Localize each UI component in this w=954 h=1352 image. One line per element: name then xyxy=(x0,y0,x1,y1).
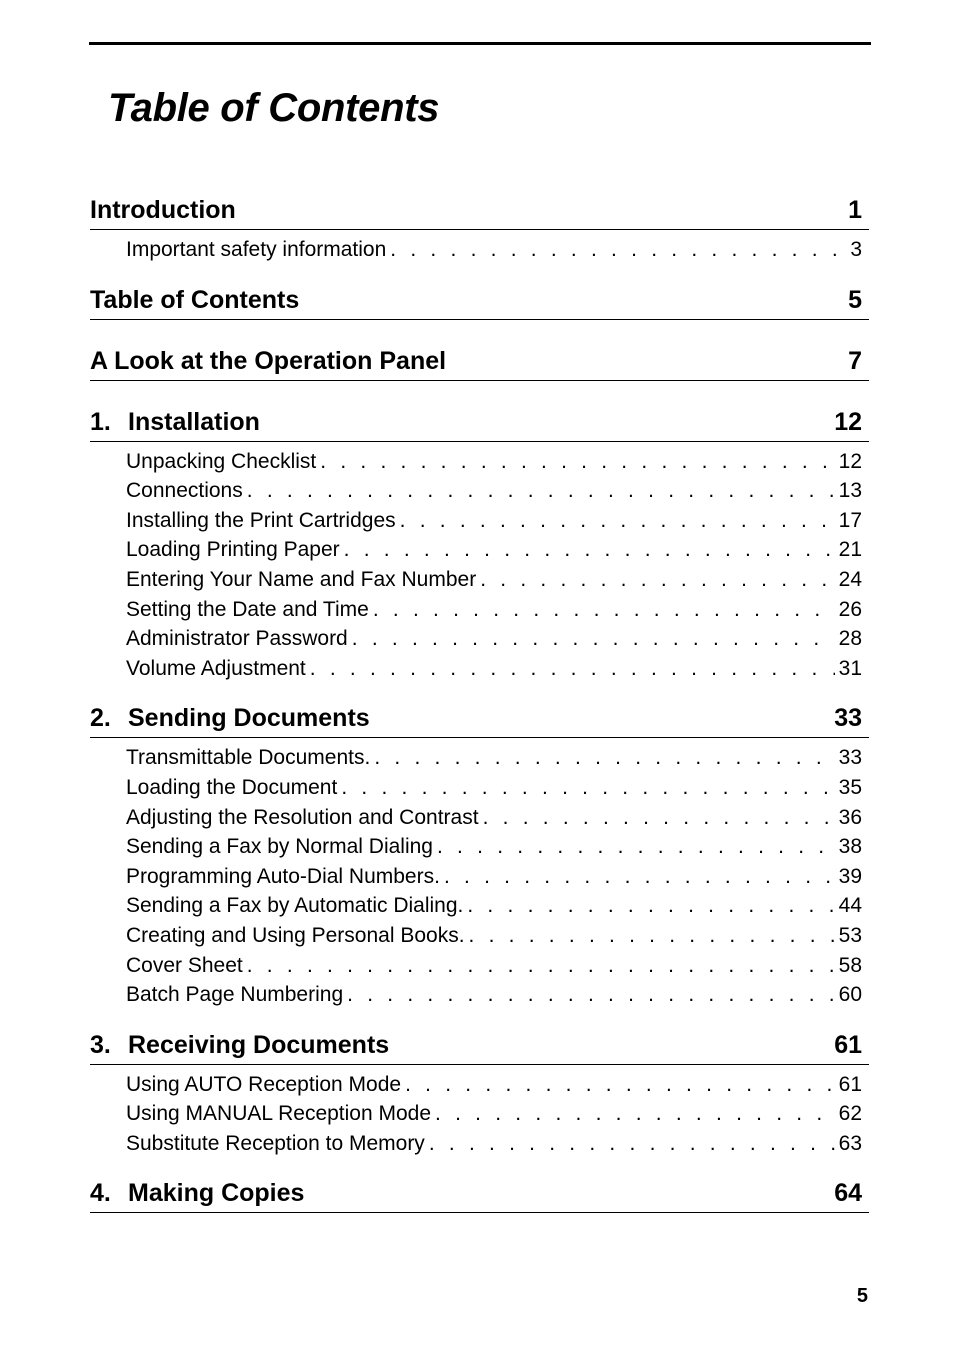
toc-section-page: 61 xyxy=(834,1030,862,1059)
dot-leader xyxy=(374,743,834,773)
table-of-contents xyxy=(90,175,869,1213)
dot-leader xyxy=(444,862,835,892)
toc-entry[interactable] xyxy=(126,743,862,773)
toc-entry-label: Important safety information xyxy=(126,238,387,261)
dot-leader xyxy=(347,980,835,1010)
toc-entry-page: 12 xyxy=(838,449,862,473)
toc-entry-label: Installing the Print Cartridges xyxy=(126,508,396,532)
toc-entry[interactable] xyxy=(126,1129,862,1159)
toc-entry-page: 44 xyxy=(838,894,862,918)
toc-entry-label: Transmittable Documents. xyxy=(126,746,371,770)
toc-entry-label: Unpacking Checklist xyxy=(126,449,317,473)
toc-entry-label: Cover Sheet xyxy=(126,953,243,977)
toc-entry[interactable] xyxy=(126,235,862,265)
toc-entry-page: 26 xyxy=(838,597,862,621)
toc-section xyxy=(90,281,869,320)
toc-section-title: Making Copies xyxy=(128,1179,305,1208)
toc-entry-label: Adjusting the Resolution and Contrast xyxy=(126,805,479,829)
toc-entry-label: Volume Adjustment xyxy=(126,656,306,680)
toc-entry[interactable] xyxy=(126,921,862,951)
toc-entry-label: Loading Printing Paper xyxy=(126,538,340,562)
toc-entry[interactable] xyxy=(126,980,862,1010)
toc-entry-page: 61 xyxy=(838,1072,862,1096)
toc-entry[interactable] xyxy=(126,565,862,595)
toc-entry-list xyxy=(90,442,869,684)
toc-section-page: 12 xyxy=(834,407,862,436)
toc-section-heading[interactable] xyxy=(90,1174,869,1213)
toc-entry-page: 3 xyxy=(850,238,862,261)
toc-section-page: 1 xyxy=(848,196,862,224)
toc-entry-label: Using MANUAL Reception Mode xyxy=(126,1102,432,1126)
dot-leader xyxy=(247,951,835,981)
dot-leader xyxy=(341,773,834,803)
toc-entry-page: 36 xyxy=(838,805,862,829)
toc-entry[interactable] xyxy=(126,862,862,892)
top-rule xyxy=(89,42,871,45)
toc-entry-label: Entering Your Name and Fax Number xyxy=(126,567,477,591)
toc-entry-label: Sending a Fax by Automatic Dialing. xyxy=(126,894,464,918)
toc-entry[interactable] xyxy=(126,624,862,654)
toc-section-heading[interactable] xyxy=(90,281,869,320)
dot-leader xyxy=(373,595,835,625)
toc-entry[interactable] xyxy=(126,832,862,862)
toc-entry-label: Connections xyxy=(126,479,243,503)
toc-entry[interactable] xyxy=(126,1099,862,1129)
toc-entry-page: 62 xyxy=(838,1102,862,1126)
toc-section xyxy=(90,699,869,1009)
toc-entry[interactable] xyxy=(126,447,862,477)
toc-section-title-group xyxy=(90,1178,304,1208)
toc-section-number: 2. xyxy=(90,704,111,733)
toc-section xyxy=(90,342,869,381)
toc-section-title-group xyxy=(90,703,370,733)
toc-section-heading[interactable] xyxy=(90,1026,869,1065)
toc-entry-page: 13 xyxy=(838,479,862,503)
toc-section-number: 4. xyxy=(90,1179,111,1208)
toc-entry-page: 58 xyxy=(838,953,862,977)
toc-entry-page: 53 xyxy=(838,923,862,947)
toc-entry-label: Using AUTO Reception Mode xyxy=(126,1072,402,1096)
toc-entry-page: 31 xyxy=(838,656,862,680)
toc-section-number: 1. xyxy=(90,407,111,436)
toc-section xyxy=(90,403,869,684)
toc-section-heading[interactable] xyxy=(90,342,869,381)
toc-section-heading[interactable] xyxy=(90,403,869,442)
dot-leader xyxy=(390,235,846,265)
dot-leader xyxy=(310,654,835,684)
toc-entry[interactable] xyxy=(126,506,862,536)
toc-entry-page: 39 xyxy=(838,864,862,888)
toc-entry-label: Sending a Fax by Normal Dialing xyxy=(126,835,433,859)
toc-section-title-group xyxy=(90,195,236,225)
toc-entry-page: 35 xyxy=(838,775,862,799)
toc-entry[interactable] xyxy=(126,951,862,981)
dot-leader xyxy=(467,891,834,921)
dot-leader xyxy=(344,535,835,565)
toc-entry-page: 28 xyxy=(838,627,862,651)
toc-entry[interactable] xyxy=(126,1070,862,1100)
toc-entry-label: Administrator Password xyxy=(126,627,348,651)
toc-entry[interactable] xyxy=(126,535,862,565)
toc-entry[interactable] xyxy=(126,476,862,506)
toc-section xyxy=(90,1026,869,1159)
dot-leader xyxy=(400,506,835,536)
toc-entry-label: Setting the Date and Time xyxy=(126,597,369,621)
toc-entry[interactable] xyxy=(126,654,862,684)
dot-leader xyxy=(437,832,835,862)
toc-entry-page: 24 xyxy=(838,567,862,591)
toc-section-heading[interactable] xyxy=(90,699,869,738)
toc-entry[interactable] xyxy=(126,891,862,921)
dot-leader xyxy=(435,1099,835,1129)
toc-section-title-group xyxy=(90,346,446,376)
toc-section-title: Receiving Documents xyxy=(128,1030,390,1059)
toc-entry-list xyxy=(90,738,869,1009)
toc-section-title-group xyxy=(90,285,299,315)
toc-entry-page: 60 xyxy=(838,983,862,1007)
toc-entry-label: Substitute Reception to Memory xyxy=(126,1131,425,1155)
toc-entry-label: Batch Page Numbering xyxy=(126,983,344,1007)
toc-entry-page: 38 xyxy=(838,835,862,859)
toc-entry-list xyxy=(90,1065,869,1159)
toc-entry[interactable] xyxy=(126,803,862,833)
dot-leader xyxy=(247,476,835,506)
toc-section-page: 33 xyxy=(834,704,862,733)
toc-section xyxy=(90,1174,869,1213)
toc-entry-page: 33 xyxy=(838,746,862,770)
toc-section xyxy=(90,191,869,265)
dot-leader xyxy=(405,1070,835,1100)
toc-entry-page: 17 xyxy=(838,508,862,532)
toc-entry[interactable] xyxy=(126,595,862,625)
toc-section-number: 3. xyxy=(90,1030,111,1059)
toc-entry-label: Programming Auto-Dial Numbers. xyxy=(126,864,440,888)
dot-leader xyxy=(469,921,835,951)
toc-section-title-group xyxy=(90,407,260,437)
toc-section-page: 5 xyxy=(848,285,862,314)
toc-section-page: 7 xyxy=(848,346,862,375)
toc-section-title: Table of Contents xyxy=(90,285,300,314)
page-title: Table of Contents xyxy=(108,86,440,130)
toc-section-heading[interactable] xyxy=(90,191,869,230)
toc-section-title-group xyxy=(90,1030,389,1060)
toc-entry[interactable] xyxy=(126,773,862,803)
toc-section-title: Introduction xyxy=(90,196,236,224)
dot-leader xyxy=(429,1129,835,1159)
toc-entry-list xyxy=(90,230,869,265)
dot-leader xyxy=(480,565,834,595)
toc-section-title: A Look at the Operation Panel xyxy=(90,346,447,375)
dot-leader xyxy=(483,803,835,833)
toc-section-title: Installation xyxy=(128,407,260,436)
toc-entry-page: 21 xyxy=(838,538,862,562)
dot-leader xyxy=(320,447,834,477)
toc-section-title: Sending Documents xyxy=(128,704,370,733)
page-number: 5 xyxy=(856,1285,868,1307)
toc-section-page: 64 xyxy=(834,1179,862,1208)
toc-entry-label: Creating and Using Personal Books. xyxy=(126,923,465,947)
dot-leader xyxy=(352,624,835,654)
toc-entry-label: Loading the Document xyxy=(126,775,338,799)
toc-entry-page: 63 xyxy=(838,1131,862,1155)
